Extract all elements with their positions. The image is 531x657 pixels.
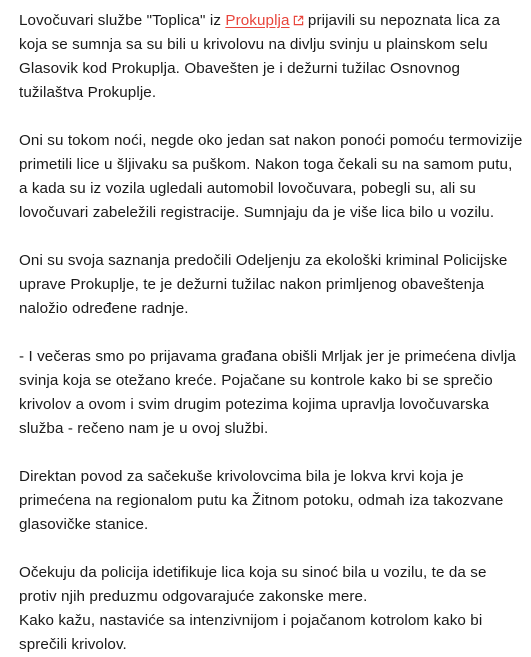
article-body: [19, 9, 524, 657]
paragraph-5: Direktan povod za sačekuše krivolovcima bila je lokva krvi koja je primećena na regionalom putu ka Žitnom potoku, odmah iza takozvane glasovičke stanice.: [19, 468, 504, 533]
paragraph-1-text-after-link: prijavili su nepoznata lica za koja se sumnja sa su bili u krivolovu na divlju svinju u plainskom selu Glasovik kod Prokuplja. Obavešten je i dežurni tužilac Osnovnog tužilaštva Prokuplje.: [19, 12, 500, 101]
paragraph-3: Oni su svoja saznanja predočili Odeljenju za ekološki kriminal Policijske uprave Prokuplje, te je dežurni tužilac nakon primljenog obaveštenja naložio određene radnje.: [19, 252, 508, 317]
paragraph-2: Oni su tokom noći, negde oko jedan sat nakon ponoći pomoću termovizije primetili lice u šljivaku sa puškom. Nakon toga čekali su na samom putu, a kada su iz vozila ugledali automobil lovočuvara, pobegli su, ali su lovočuvari zabeležili registracije. Sumnjaju da je više lica bilo u vozilu.: [19, 132, 523, 221]
paragraph-6-line-2: Kako kažu, nastaviće sa intenzivnijom i pojačanom kotrolom kako bi sprečili krivolov.: [19, 612, 483, 653]
paragraph-4: - I večeras smo po prijavama građana obišli Mrljak jer je primećena divlja svinja koja se otežano kreće. Pojačane su kontrole kako bi se sprečio krivolov a ovom i svim drugim potezima kojima upravlja lovočuvarska služba - rečeno nam je u ovoj službi.: [19, 348, 516, 437]
paragraph-1-text-before-link: Lovočuvari službe "Toplica" iz: [19, 12, 226, 29]
external-link-icon: [293, 15, 304, 26]
prokuplje-link[interactable]: [225, 12, 303, 29]
prokuplje-link-label: Prokuplja: [225, 12, 290, 29]
paragraph-1: [19, 9, 524, 105]
paragraph-6-line-1: Očekuju da policija idetifikuje lica koja su sinoć bila u vozilu, te da se protiv njih preduzmu odgovarajuće zakonske mere.: [19, 564, 487, 605]
